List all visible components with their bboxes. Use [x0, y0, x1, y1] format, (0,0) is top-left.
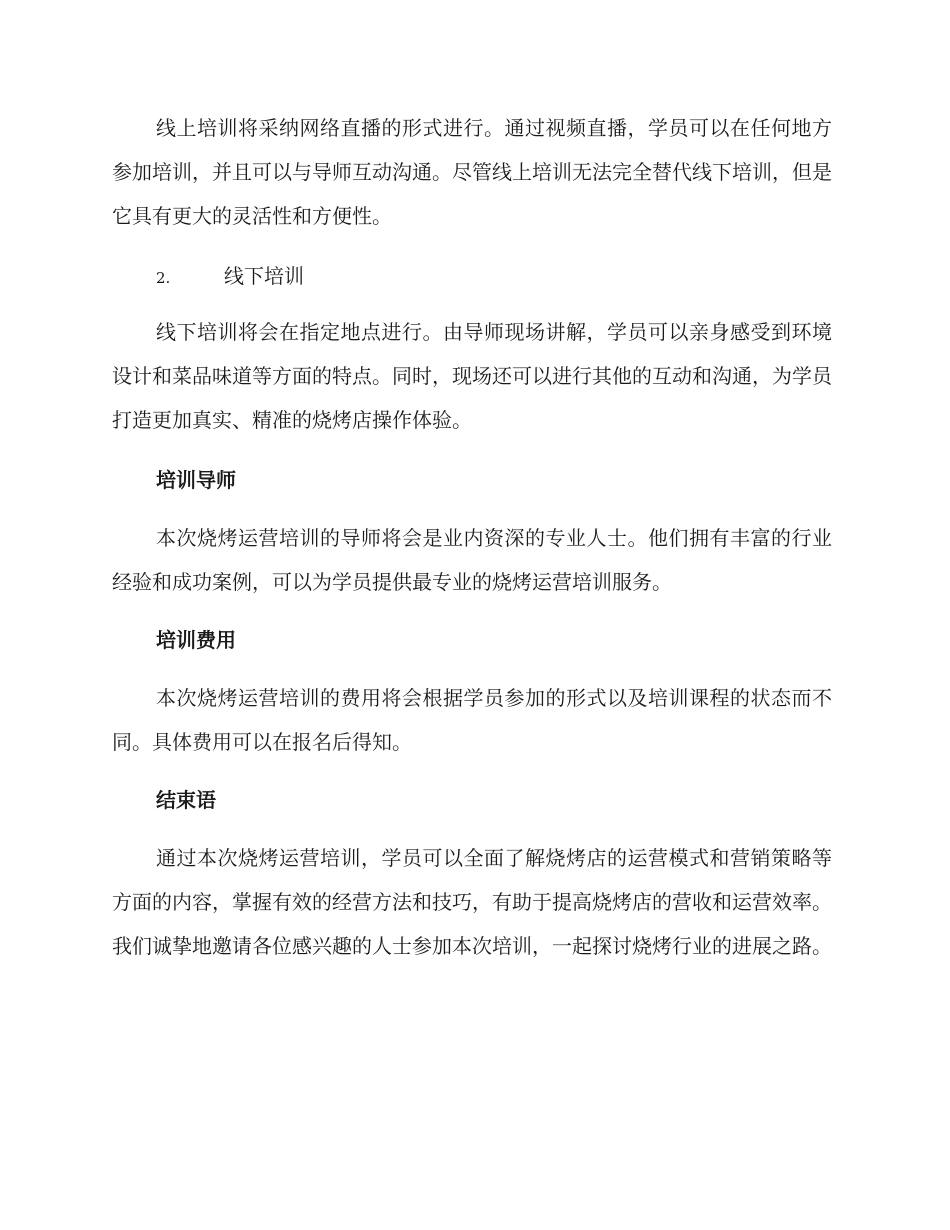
paragraph-training-fee: 本次烧烤运营培训的费用将会根据学员参加的形式以及培训课程的状态而不同。具体费用可以在报名后得知。	[112, 686, 832, 754]
list-item-offline-training	[156, 254, 304, 300]
paragraph-training-mentor: 本次烧烤运营培训的导师将会是业内资深的专业人士。他们拥有丰富的行业经验和成功案例，可以为学员提供最专业的烧烤运营培训服务。	[112, 526, 832, 594]
list-item-label: 线下培训	[224, 264, 304, 288]
paragraph-offline-training: 线下培训将会在指定地点进行。由导师现场讲解，学员可以亲身感受到环境设计和菜品味道等方面的特点。同时，现场还可以进行其他的互动和沟通，为学员打造更加真实、精准的烧烤店操作体验。	[112, 320, 832, 432]
list-number: 2.	[156, 269, 171, 287]
paragraph-online-training: 线上培训将采纳网络直播的形式进行。通过视频直播，学员可以在任何地方参加培训，并且可以与导师互动沟通。尽管线上培训无法完全替代线下培训，但是它具有更大的灵活性和方便性。	[112, 116, 832, 228]
heading-conclusion: 结束语	[156, 788, 216, 812]
heading-training-fee: 培训费用	[156, 628, 236, 652]
heading-training-mentor: 培训导师	[156, 468, 236, 492]
paragraph-conclusion: 通过本次烧烤运营培训，学员可以全面了解烧烤店的运营模式和营销策略等方面的内容，掌握有效的经营方法和技巧，有助于提高烧烤店的营收和运营效率。我们诚挚地邀请各位感兴趣的人士参加本次培训，一起探讨烧烤行业的进展之路。	[112, 846, 832, 958]
